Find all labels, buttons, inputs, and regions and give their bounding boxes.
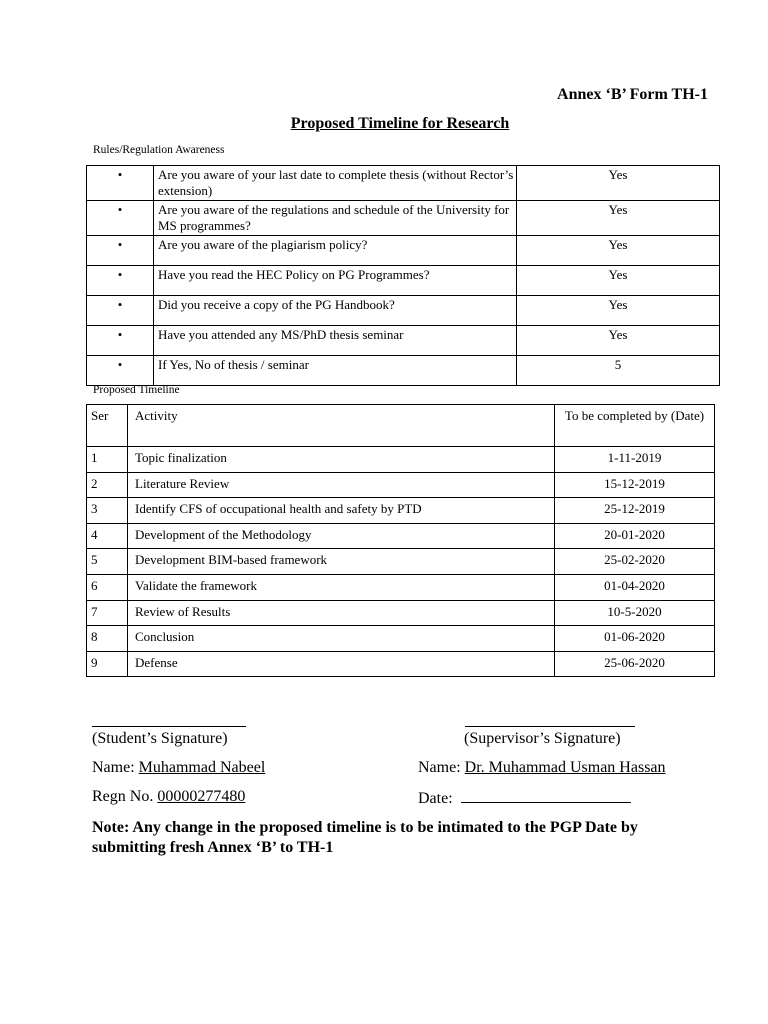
activity-cell: Development BIM-based framework (128, 549, 555, 575)
table-row (87, 574, 715, 600)
question-cell: Are you aware of the plagiarism policy? (154, 236, 517, 266)
student-signature-line (92, 712, 246, 727)
ser-cell: 9 (87, 651, 128, 677)
activity-cell: Literature Review (128, 472, 555, 498)
question-cell: Have you attended any MS/PhD thesis seminar (154, 326, 517, 356)
ser-cell: 6 (87, 574, 128, 600)
header-date: To be completed by (Date) (555, 405, 715, 447)
bullet: • (87, 166, 154, 201)
name-label: Name: (92, 759, 135, 776)
supervisor-name-line (418, 759, 666, 777)
ser-cell: 3 (87, 498, 128, 524)
date-label: Date: (418, 790, 453, 807)
table-row (87, 236, 720, 266)
answer-cell: Yes (517, 266, 720, 296)
answer-cell: Yes (517, 236, 720, 266)
date-cell: 1-11-2019 (555, 447, 715, 473)
annex-heading: Annex ‘B’ Form TH-1 (557, 86, 708, 103)
table-row (87, 472, 715, 498)
question-cell: Are you aware of the regulations and schedule of the University for MS programmes? (154, 201, 517, 236)
table-row (87, 447, 715, 473)
ser-cell: 2 (87, 472, 128, 498)
date-cell: 01-06-2020 (555, 626, 715, 652)
name-label: Name: (418, 759, 461, 776)
date-cell: 15-12-2019 (555, 472, 715, 498)
bullet: • (87, 201, 154, 236)
header-ser: Ser (87, 405, 128, 447)
page-title: Proposed Timeline for Research (290, 115, 510, 132)
question-cell: If Yes, No of thesis / seminar (154, 356, 517, 386)
date-cell: 25-12-2019 (555, 498, 715, 524)
table-row (87, 326, 720, 356)
answer-cell: Yes (517, 201, 720, 236)
activity-cell: Conclusion (128, 626, 555, 652)
note-text: Note: Any change in the proposed timeline is to be intimated to the PGP Date by submitting fresh Annex ‘B’ to TH-1 (92, 819, 638, 856)
header-activity: Activity (128, 405, 555, 447)
table-row (87, 498, 715, 524)
date-cell: 20-01-2020 (555, 523, 715, 549)
table-row (87, 166, 720, 201)
activity-cell: Validate the framework (128, 574, 555, 600)
bullet: • (87, 296, 154, 326)
table-row (87, 626, 715, 652)
answer-cell: Yes (517, 296, 720, 326)
activity-cell: Topic finalization (128, 447, 555, 473)
table-row (87, 296, 720, 326)
table-row (87, 600, 715, 626)
ser-cell: 4 (87, 523, 128, 549)
supervisor-signature-caption: (Supervisor’s Signature) (464, 730, 621, 747)
question-cell: Are you aware of your last date to complete thesis (without Rector’s extension) (154, 166, 517, 201)
ser-cell: 1 (87, 447, 128, 473)
bullet: • (87, 266, 154, 296)
table-row (87, 266, 720, 296)
activity-cell: Defense (128, 651, 555, 677)
regn-number: 00000277480 (157, 788, 246, 805)
timeline-table (86, 404, 715, 677)
bullet: • (87, 326, 154, 356)
table-row (87, 523, 715, 549)
activity-cell: Identify CFS of occupational health and safety by PTD (128, 498, 555, 524)
rules-section-label: Rules/Regulation Awareness (93, 144, 225, 156)
answer-cell: Yes (517, 326, 720, 356)
date-cell: 01-04-2020 (555, 574, 715, 600)
table-row (87, 356, 720, 386)
question-cell: Have you read the HEC Policy on PG Programmes? (154, 266, 517, 296)
student-signature-caption: (Student’s Signature) (92, 730, 228, 747)
date-cell: 10-5-2020 (555, 600, 715, 626)
supervisor-name: Dr. Muhammad Usman Hassan (464, 759, 666, 776)
answer-cell: 5 (517, 356, 720, 386)
activity-cell: Review of Results (128, 600, 555, 626)
date-line (418, 788, 631, 808)
ser-cell: 5 (87, 549, 128, 575)
regn-label: Regn No. (92, 788, 154, 805)
table-row (87, 651, 715, 677)
timeline-section-label: Proposed Timeline (93, 384, 180, 396)
table-header-row (87, 405, 715, 447)
registration-line (92, 788, 245, 806)
rules-table (86, 165, 720, 386)
date-cell: 25-02-2020 (555, 549, 715, 575)
question-cell: Did you receive a copy of the PG Handbook? (154, 296, 517, 326)
bullet: • (87, 356, 154, 386)
activity-cell: Development of the Methodology (128, 523, 555, 549)
student-name: Muhammad Nabeel (138, 759, 266, 776)
answer-cell: Yes (517, 166, 720, 201)
table-row (87, 549, 715, 575)
supervisor-signature-line (465, 712, 635, 727)
ser-cell: 8 (87, 626, 128, 652)
ser-cell: 7 (87, 600, 128, 626)
table-row (87, 201, 720, 236)
student-name-line (92, 759, 265, 777)
date-blank-line (461, 788, 631, 803)
date-cell: 25-06-2020 (555, 651, 715, 677)
bullet: • (87, 236, 154, 266)
